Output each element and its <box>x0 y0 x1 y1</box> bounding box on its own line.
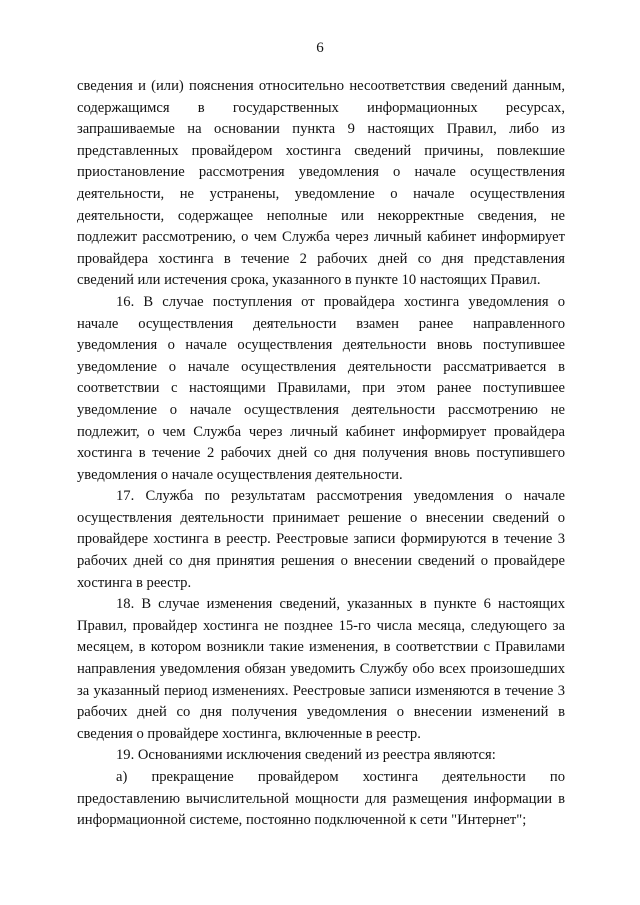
paragraph-17: 17. Служба по результатам рассмотрения уведомления о начале осуществления деятельности принимает решение о внесении сведений о провайдере хостинга в реестр. Реестровые записи формируются в течение 3 рабочих дней со дня принятия решения о внесении сведений о провайдере хостинга в реестр. <box>77 488 565 591</box>
paragraph-19: 19. Основаниями исключения сведений из реестра являются: <box>116 747 496 764</box>
paragraph-18: 18. В случае изменения сведений, указанных в пункте 6 настоящих Правил, провайдер хостинга не позднее 15-го числа месяца, следующего за месяцем, в котором возникли такие изменения, в соответствии с Правилами направления уведомления обязан уведомить Службу обо всех произошедших за указанный период изменениях. Реестровые записи изменяются в течение 3 рабочих дней со дня получения уведомления о внесении изменений в сведения о провайдере хостинга, включенные в реестр. <box>77 596 565 742</box>
paragraph-19a: а) прекращение провайдером хостинга деятельности по предоставлению вычислительной мощности для размещения информации в информационной системе, постоянно подключенной к сети "Интернет"; <box>77 769 565 829</box>
page-number: 6 <box>316 40 324 56</box>
paragraph-continuation: сведения и (или) пояснения относительно несоответствия сведений данным, содержащимся в государственных информационных ресурсах, запрашиваемые на основании пункта 9 настоящих Правил, либо из представленных провайдером хостинга сведений причины, повлекшие приостановление рассмотрения уведомления о начале осуществления деятельности, не устранены, уведомление о начале осуществления деятельности, содержащее неполные или некорректные сведения, не подлежит рассмотрению, о чем Служба через личный кабинет информирует провайдера хостинга в течение 2 рабочих дней со дня представления сведений или истечения срока, указанного в пункте 10 настоящих Правил. <box>77 78 565 289</box>
document-body <box>77 76 565 832</box>
paragraph-16: 16. В случае поступления от провайдера хостинга уведомления о начале осуществления деятельности взамен ранее направленного уведомления о начале осуществления деятельности вновь поступившее уведомление о начале осуществления деятельности рассматривается в соответствии с настоящими Правилами, при этом ранее поступившее уведомление о начале осуществления деятельности рассмотрению не подлежит, о чем Служба через личный кабинет информирует провайдера хостинга в течение 2 рабочих дней со дня получения вновь поступившего уведомления о начале осуществления деятельности. <box>77 293 565 483</box>
